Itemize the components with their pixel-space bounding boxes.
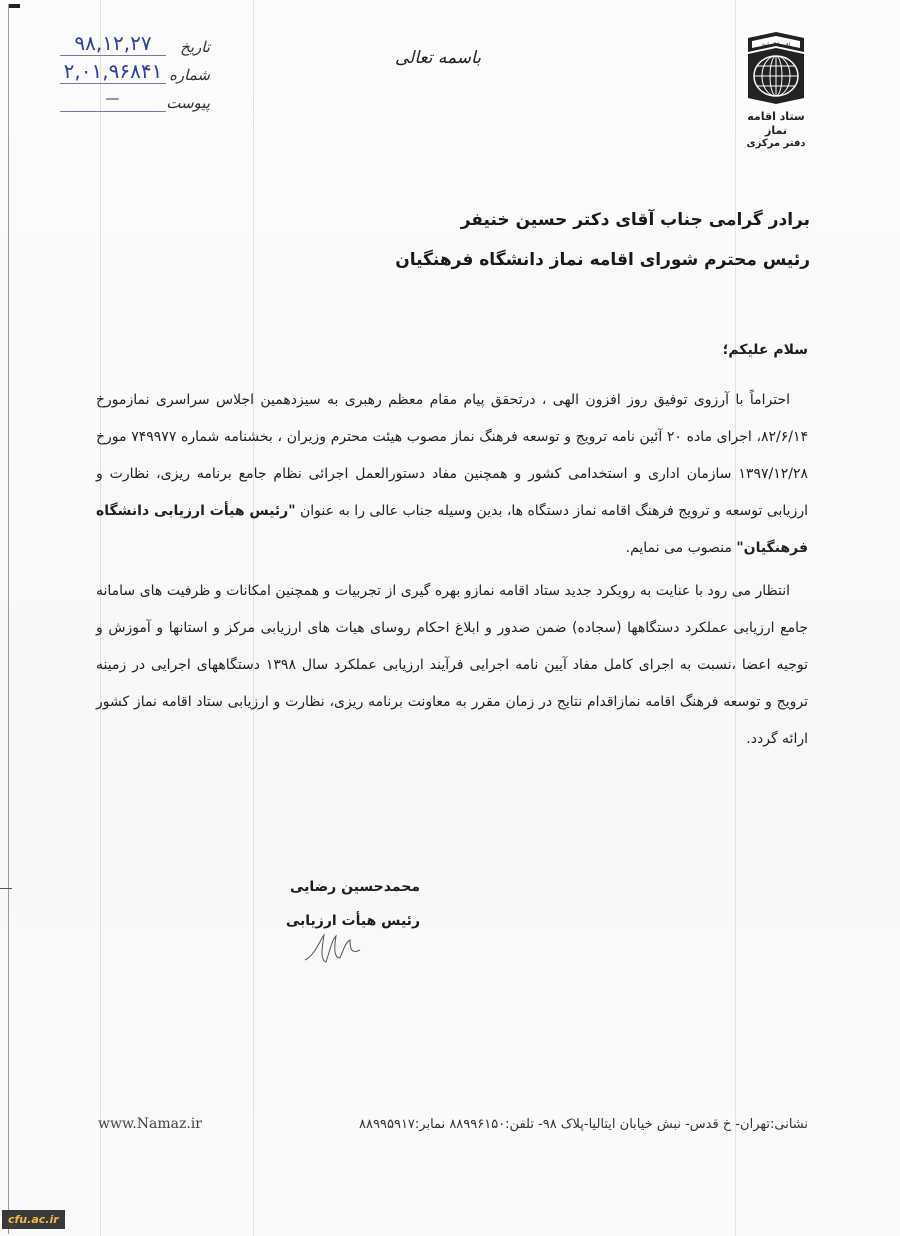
meta-number-label: شماره [169, 66, 210, 84]
logo-title: ستاد اقامه نماز [747, 110, 805, 137]
letter-footer [98, 1116, 808, 1132]
meta-attachment-label: پیوست [166, 94, 210, 112]
recipient-block [395, 200, 810, 280]
scan-edge-line [8, 4, 9, 1234]
recipient-name: برادر گرامی جناب آقای دکتر حسین خنیفر [460, 210, 810, 230]
body-paragraph-1: احتراماً با آرزوی توفیق روز افزون الهی ، درتحقق پیام مقام معظم رهبری به سیزدهمین اجلاس سراسری نمازمورخ ۸۲/۶/۱۴، اجرای ماده ۲۰ آئین نامه ترویج و توسعه فرهنگ نماز مصوب هیئت محترم وزیران ، بخشنامه شماره ۷۴۹۹۷۷ مورخ ۱۳۹۷/۱۲/۲۸ سازمان اداری و استخدامی کشور و همچنین مفاد دستورالعمل اجرائی نظام جامع برنامه ریزی، نظارت و ارزیابی توسعه و ترویج فرهنگ اقامه نماز دستگاه ها، بدین وسیله جناب عالی را به عنوان "رئیس هیأت ارزیابی دانشگاه فرهنگیان" منصوب می نمایم. [96, 392, 808, 556]
signer-name: محمدحسین رضایی [289, 879, 420, 895]
meta-attachment-row [60, 84, 210, 112]
meta-date-label: تاریخ [180, 38, 210, 56]
meta-number-value: ۲,۰۱,۹۶۸۴۱ [60, 59, 166, 84]
meta-number-row [60, 56, 210, 84]
organization-logo [738, 30, 814, 150]
greeting: سلام علیکم؛ [722, 342, 808, 358]
source-watermark: cfu.ac.ir [2, 1210, 65, 1229]
recipient-title: رئیس محترم شورای اقامه نماز دانشگاه فرهنگیان [395, 250, 810, 270]
signer-title: رئیس هیأت ارزیابی [285, 913, 420, 929]
globe-kaaba-icon [746, 30, 806, 106]
logo-subtitle: دفتر مرکزی [746, 138, 806, 149]
scan-corner-mark [8, 4, 20, 8]
website-link[interactable]: www.Namaz.ir [98, 1116, 202, 1132]
letter-body [96, 382, 808, 764]
meta-date-value: ۹۸,۱۲,۲۷ [60, 31, 166, 56]
page-crease [0, 888, 12, 889]
handwritten-signature-icon [300, 930, 370, 970]
letter-meta [60, 28, 210, 112]
signature-block [280, 870, 420, 938]
basmala-heading: باسمه تعالی [395, 48, 481, 68]
contact-address: نشانی:تهران- خ قدس- نبش خیابان ایتالیا-پلاک ۹۸- تلفن:۸۸۹۹۶۱۵۰ نمابر:۸۸۹۹۵۹۱۷ [359, 1116, 808, 1132]
meta-attachment-value: — [60, 87, 166, 112]
meta-date-row [60, 28, 210, 56]
appointment-title: "رئیس هیأت ارزیابی دانشگاه فرهنگیان" [96, 503, 808, 556]
svg-text:اقیموا الصلوة: اقیموا الصلوة [762, 42, 790, 48]
body-paragraph-2: انتظار می رود با عنایت به رویکرد جدید ستاد اقامه نمازو بهره گیری از تجربیات و همچنین امکانات و ظرفیت های سامانه جامع ارزیابی عملکرد دستگاهها (سجاده) ضمن صدور و ابلاغ احکام روسای هیات های ارزیابی مرکز و استانها و آموزش و توجیه اعضا ،نسبت به اجرای کامل مفاد آیین نامه اجرایی فرآیند ارزیابی عملکرد سال ۱۳۹۸ دستگاههای اجرایی در زمینه ترویج و توسعه فرهنگ اقامه نمازاقدام نتایج در زمان مقرر به معاونت برنامه ریزی، نظارت و ارزیابی ستاد اقامه نماز کشور ارائه گردد. [96, 583, 809, 747]
